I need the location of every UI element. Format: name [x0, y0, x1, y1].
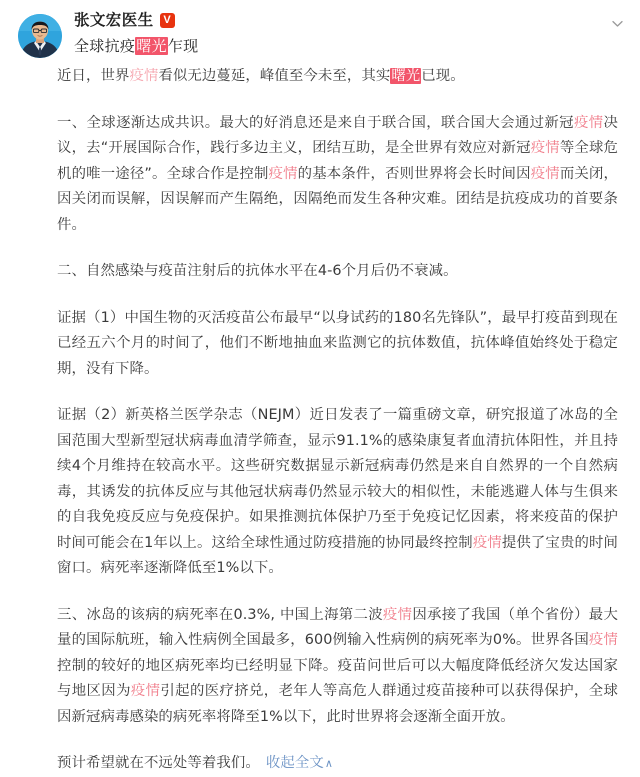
paragraph-closing: [57, 751, 618, 777]
collapse-full-text-link[interactable]: [266, 755, 333, 771]
highlight-pink: 疫情: [588, 632, 618, 648]
subtitle-after: 乍现: [167, 36, 199, 55]
highlight-pink: 疫情: [130, 683, 161, 699]
author-row: [74, 13, 198, 29]
avatar[interactable]: [18, 14, 62, 58]
text-run: 等全球危机的唯一途径”。全球合作是控制: [57, 140, 619, 182]
paragraph-section-three: [57, 603, 618, 731]
text-run: 看似无边蔓延，峰值至今未至，其实: [158, 68, 391, 84]
highlight-pink: 疫情: [573, 114, 604, 131]
text-run: 一、全球逐渐达成共识。最大的好消息还是来自于联合国，联合国大会通过新冠: [57, 114, 574, 131]
text-run: 三、冰岛的该病的病死率在0.3%, 中国上海第二波: [57, 606, 383, 623]
highlight-pink: 疫情: [472, 534, 502, 551]
text-run: 证据（2）新英格兰医学杂志（NEJM）近日发表了一篇重磅文章，研究报道了冰岛的全国范围大型新型冠状病毒血清学筛查，显示91.1%的感染康复者血清抗体阳性，并且持续4个月维持在较高水平。这些研究数据显示新冠病毒仍然是来自自然界的一个自然病毒，其诱发的抗体反应与其他冠状病毒仍然显示较大的相似性，未能逃避人体与生俱来的自我免疫反应与免疫保护。如果推测抗体保护乃至于免疫记忆因素，将来疫苗的保护时间可能会在1年以上。这给全球性通过防疫措施的协同最终控制: [57, 407, 618, 551]
text-run: 而关闭，因关闭而误解，因误解而产生隔绝，因隔绝而发生各种灾难。团结是抗疫成功的首要条件。: [57, 165, 619, 233]
collapse-full-text-label: 收起全文: [265, 755, 324, 771]
paragraph-section-two: [57, 259, 618, 285]
chevron-down-icon[interactable]: [611, 17, 624, 30]
highlight-pink: 疫情: [530, 140, 560, 156]
text-run: 的基本条件，否则世界将会长时间因: [297, 165, 531, 182]
paragraph-evidence-two: [57, 403, 618, 582]
text-run: 提供了宝贵的时间窗口。病死率逐渐降低至1%以下。: [57, 534, 618, 576]
text-run: 引起的医疗挤兑，老年人等高危人群通过疫苗接种可以获得保护，全球因新冠病毒感染的病死率将降至1%以下，此时世界将会逐渐全面开放。: [57, 683, 618, 725]
subtitle-highlight: 曙光: [136, 36, 167, 55]
highlight-pink: 疫情: [268, 165, 298, 182]
text-run: 近日，世界: [57, 68, 130, 84]
highlight-pink: 疫情: [382, 606, 413, 623]
user-avatar-photo: [18, 14, 62, 58]
post-body: [0, 58, 640, 777]
header-text-block: [74, 12, 198, 54]
highlight-strong: 曙光: [391, 68, 421, 84]
author-name[interactable]: 张文宏医生: [74, 11, 154, 29]
text-run: 证据（1）中国生物的灭活疫苗公布最早“以身试药的180名先锋队”，最早打疫苗到现在已经五六个月的时间了，他们不断地抽血来监测它的抗体数值，抗体峰值始终处于稳定期，没有下降。: [57, 309, 618, 377]
post-subtitle: [74, 38, 198, 55]
chevron-up-icon: ∧: [324, 757, 333, 770]
text-run: 已现。: [421, 68, 465, 84]
subtitle-before: 全球抗疫: [74, 36, 136, 55]
text-run: 预计希望就在不远处等着我们。: [57, 755, 260, 771]
highlight-pink: 疫情: [530, 165, 560, 182]
text-run: 二、自然感染与疫苗注射后的抗体水平在4-6个月后仍不衰减。: [57, 263, 458, 279]
highlight-light: 疫情: [129, 68, 159, 84]
post-header: [0, 0, 640, 58]
text-run: 因承接了我国（单个省份）最大量的国际航班，输入性病例全国最多，600例输入性病例的病死率为0%。世界各国: [57, 606, 618, 648]
verified-badge-icon: V: [160, 13, 175, 28]
text-run: 决议，去“开展国际合作，践行多边主义，团结互助，是全世界有效应对新冠: [57, 114, 618, 156]
paragraph-section-one: [57, 111, 618, 239]
text-run: 控制的较好的地区病死率均已经明显下降。疫苗问世后可以大幅度降低经济欠发达国家与地区因为: [57, 657, 618, 699]
paragraph-intro: [57, 64, 618, 90]
paragraph-evidence-one: [57, 306, 618, 383]
